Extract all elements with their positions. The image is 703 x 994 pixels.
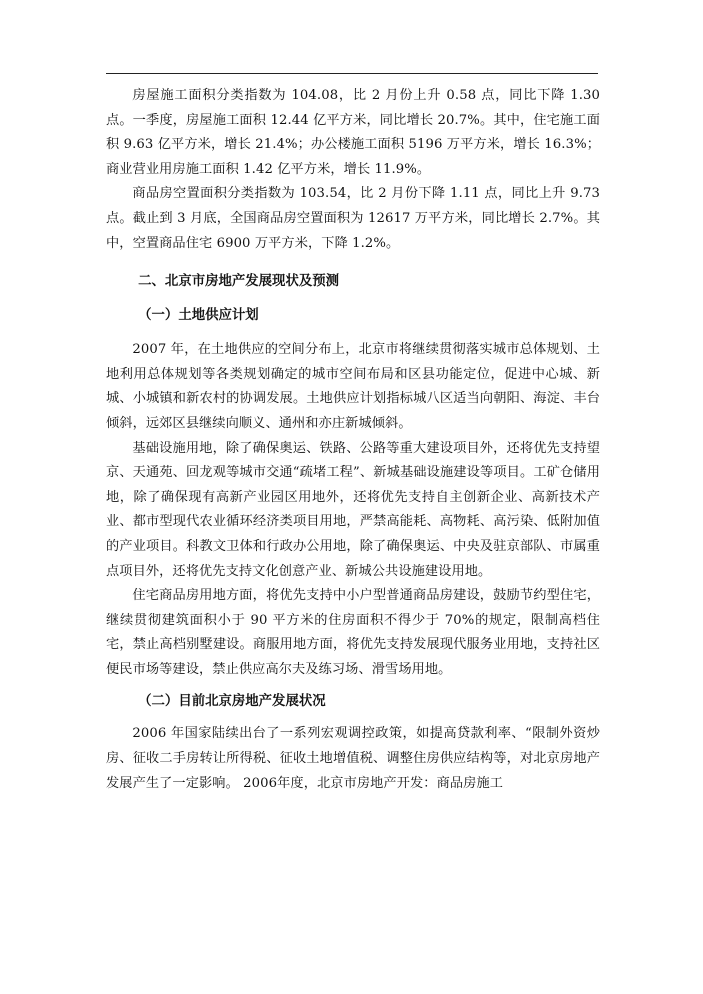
subsection-heading-land-supply: （一）土地供应计划 — [138, 308, 259, 324]
header-rule — [106, 73, 598, 74]
paragraph-construction-area: 房屋施工面积分类指数为 104.08，比 2 月份上升 0.58 点，同比下降 1.30 点。一季度，房屋施工面积 12.44 亿平方米，同比增长 20.7%。其中，住宅施工面积 9.63 亿平方米，增长 21.4%；办公楼施工面积 5196 万平方米，增长 16.3%；商业营业用房施工面积 1.42 亿平方米，增长 11.9%。 — [106, 88, 600, 177]
section-heading-beijing: 二、北京市房地产发展现状及预测 — [138, 274, 340, 290]
subsection-heading-current-status: （二）目前北京房地产发展状况 — [138, 694, 326, 710]
document-body — [106, 84, 600, 796]
paragraph-vacant-area: 商品房空置面积分类指数为 103.54，比 2 月份下降 1.11 点，同比上升 9.73 点。截止到 3 月底，全国商品房空置面积为 12617 万平方米，同比增长 2.7%。其中，空置商品住宅 6900 万平方米，下降 1.2%。 — [106, 186, 600, 251]
paragraph-residential-land: 住宅商品房用地方面，将优先支持中小户型普通商品房建设，鼓励节约型住宅，继续贯彻建筑面积小于 90 平方米的住房面积不得少于 70%的规定，限制高档住宅，禁止高档别墅建设。商服用地方面，将优先支持发展现代服务业用地，支持社区便民市场等建设，禁止供应高尔夫及练习场、滑雪场用地。 — [106, 588, 600, 677]
paragraph-infrastructure-land: 基础设施用地，除了确保奥运、铁路、公路等重大建设项目外，还将优先支持望京、天通苑、回龙观等城市交通“疏堵工程”、新城基础设施建设等项目。工矿仓储用地，除了确保现有高新产业园区用地外，还将优先支持自主创新企业、高新技术产业、都市型现代农业循环经济类项目用地，严禁高能耗、高物耗、高污染、低附加值的产业项目。科教文卫体和行政办公用地，除了确保奥运、中央及驻京部队、市属重点项目外，还将优先支持文化创意产业、新城公共设施建设用地。 — [106, 440, 600, 579]
paragraph-land-supply-2007: 2007 年，在土地供应的空间分布上，北京市将继续贯彻落实城市总体规划、土地利用总体规划等各类规划确定的城市空间布局和区县功能定位，促进中心城、新城、小城镇和新农村的协调发展。土地供应计划指标城八区适当向朝阳、海淀、丰台倾斜，远郊区县继续向顺义、通州和亦庄新城倾斜。 — [106, 342, 600, 431]
paragraph-macro-policy-2006: 2006 年国家陆续出台了一系列宏观调控政策，如提高贷款利率、“限制外资炒房、征收二手房转让所得税、征收土地增值税、调整住房供应结构等，对北京房地产发展产生了一定影响。 2006年度，北京市房地产开发：商品房施工 — [106, 726, 600, 791]
